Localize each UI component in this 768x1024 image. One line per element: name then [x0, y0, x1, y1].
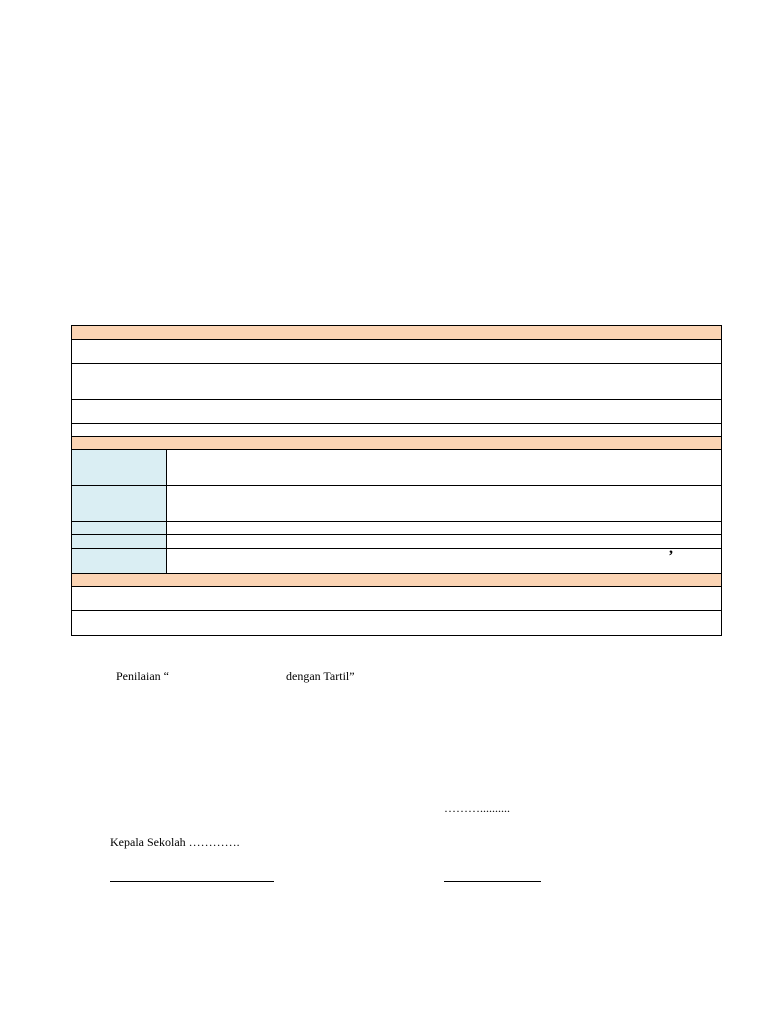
detail-label-cell: [72, 486, 167, 521]
form-row-3: [72, 400, 721, 424]
detail-row-5: [72, 549, 721, 574]
form-row-6: [72, 611, 721, 635]
detail-row-3: [72, 522, 721, 535]
comma-mark: ,: [669, 540, 673, 557]
detail-label-cell: [72, 450, 167, 485]
form-row-4: [72, 424, 721, 437]
detail-row-1: [72, 450, 721, 486]
detail-label-cell: [72, 535, 167, 548]
detail-label-cell: [72, 522, 167, 534]
detail-value-cell: [167, 486, 721, 521]
form-row-1: [72, 340, 721, 364]
section-header-3: [72, 574, 721, 587]
detail-row-4: [72, 535, 721, 549]
detail-value-cell: [167, 549, 721, 573]
detail-label-cell: [72, 549, 167, 573]
form-row-2: [72, 364, 721, 400]
heading-penilaian: Penilaian “: [116, 669, 169, 683]
detail-value-cell: [167, 535, 721, 548]
form-row-5: [72, 587, 721, 611]
teacher-signature-line: [444, 881, 541, 882]
section-header-1: [72, 326, 721, 340]
principal-label: Kepala Sekolah ………….: [110, 835, 240, 849]
detail-row-2: [72, 486, 721, 522]
detail-value-cell: [167, 522, 721, 534]
detail-value-cell: [167, 450, 721, 485]
date-placeholder: ………..........: [444, 801, 510, 815]
section-header-2: [72, 437, 721, 450]
principal-signature-line: [110, 881, 274, 882]
heading-dengan-tartil: dengan Tartil”: [286, 669, 355, 683]
assessment-form-table: [71, 325, 722, 636]
